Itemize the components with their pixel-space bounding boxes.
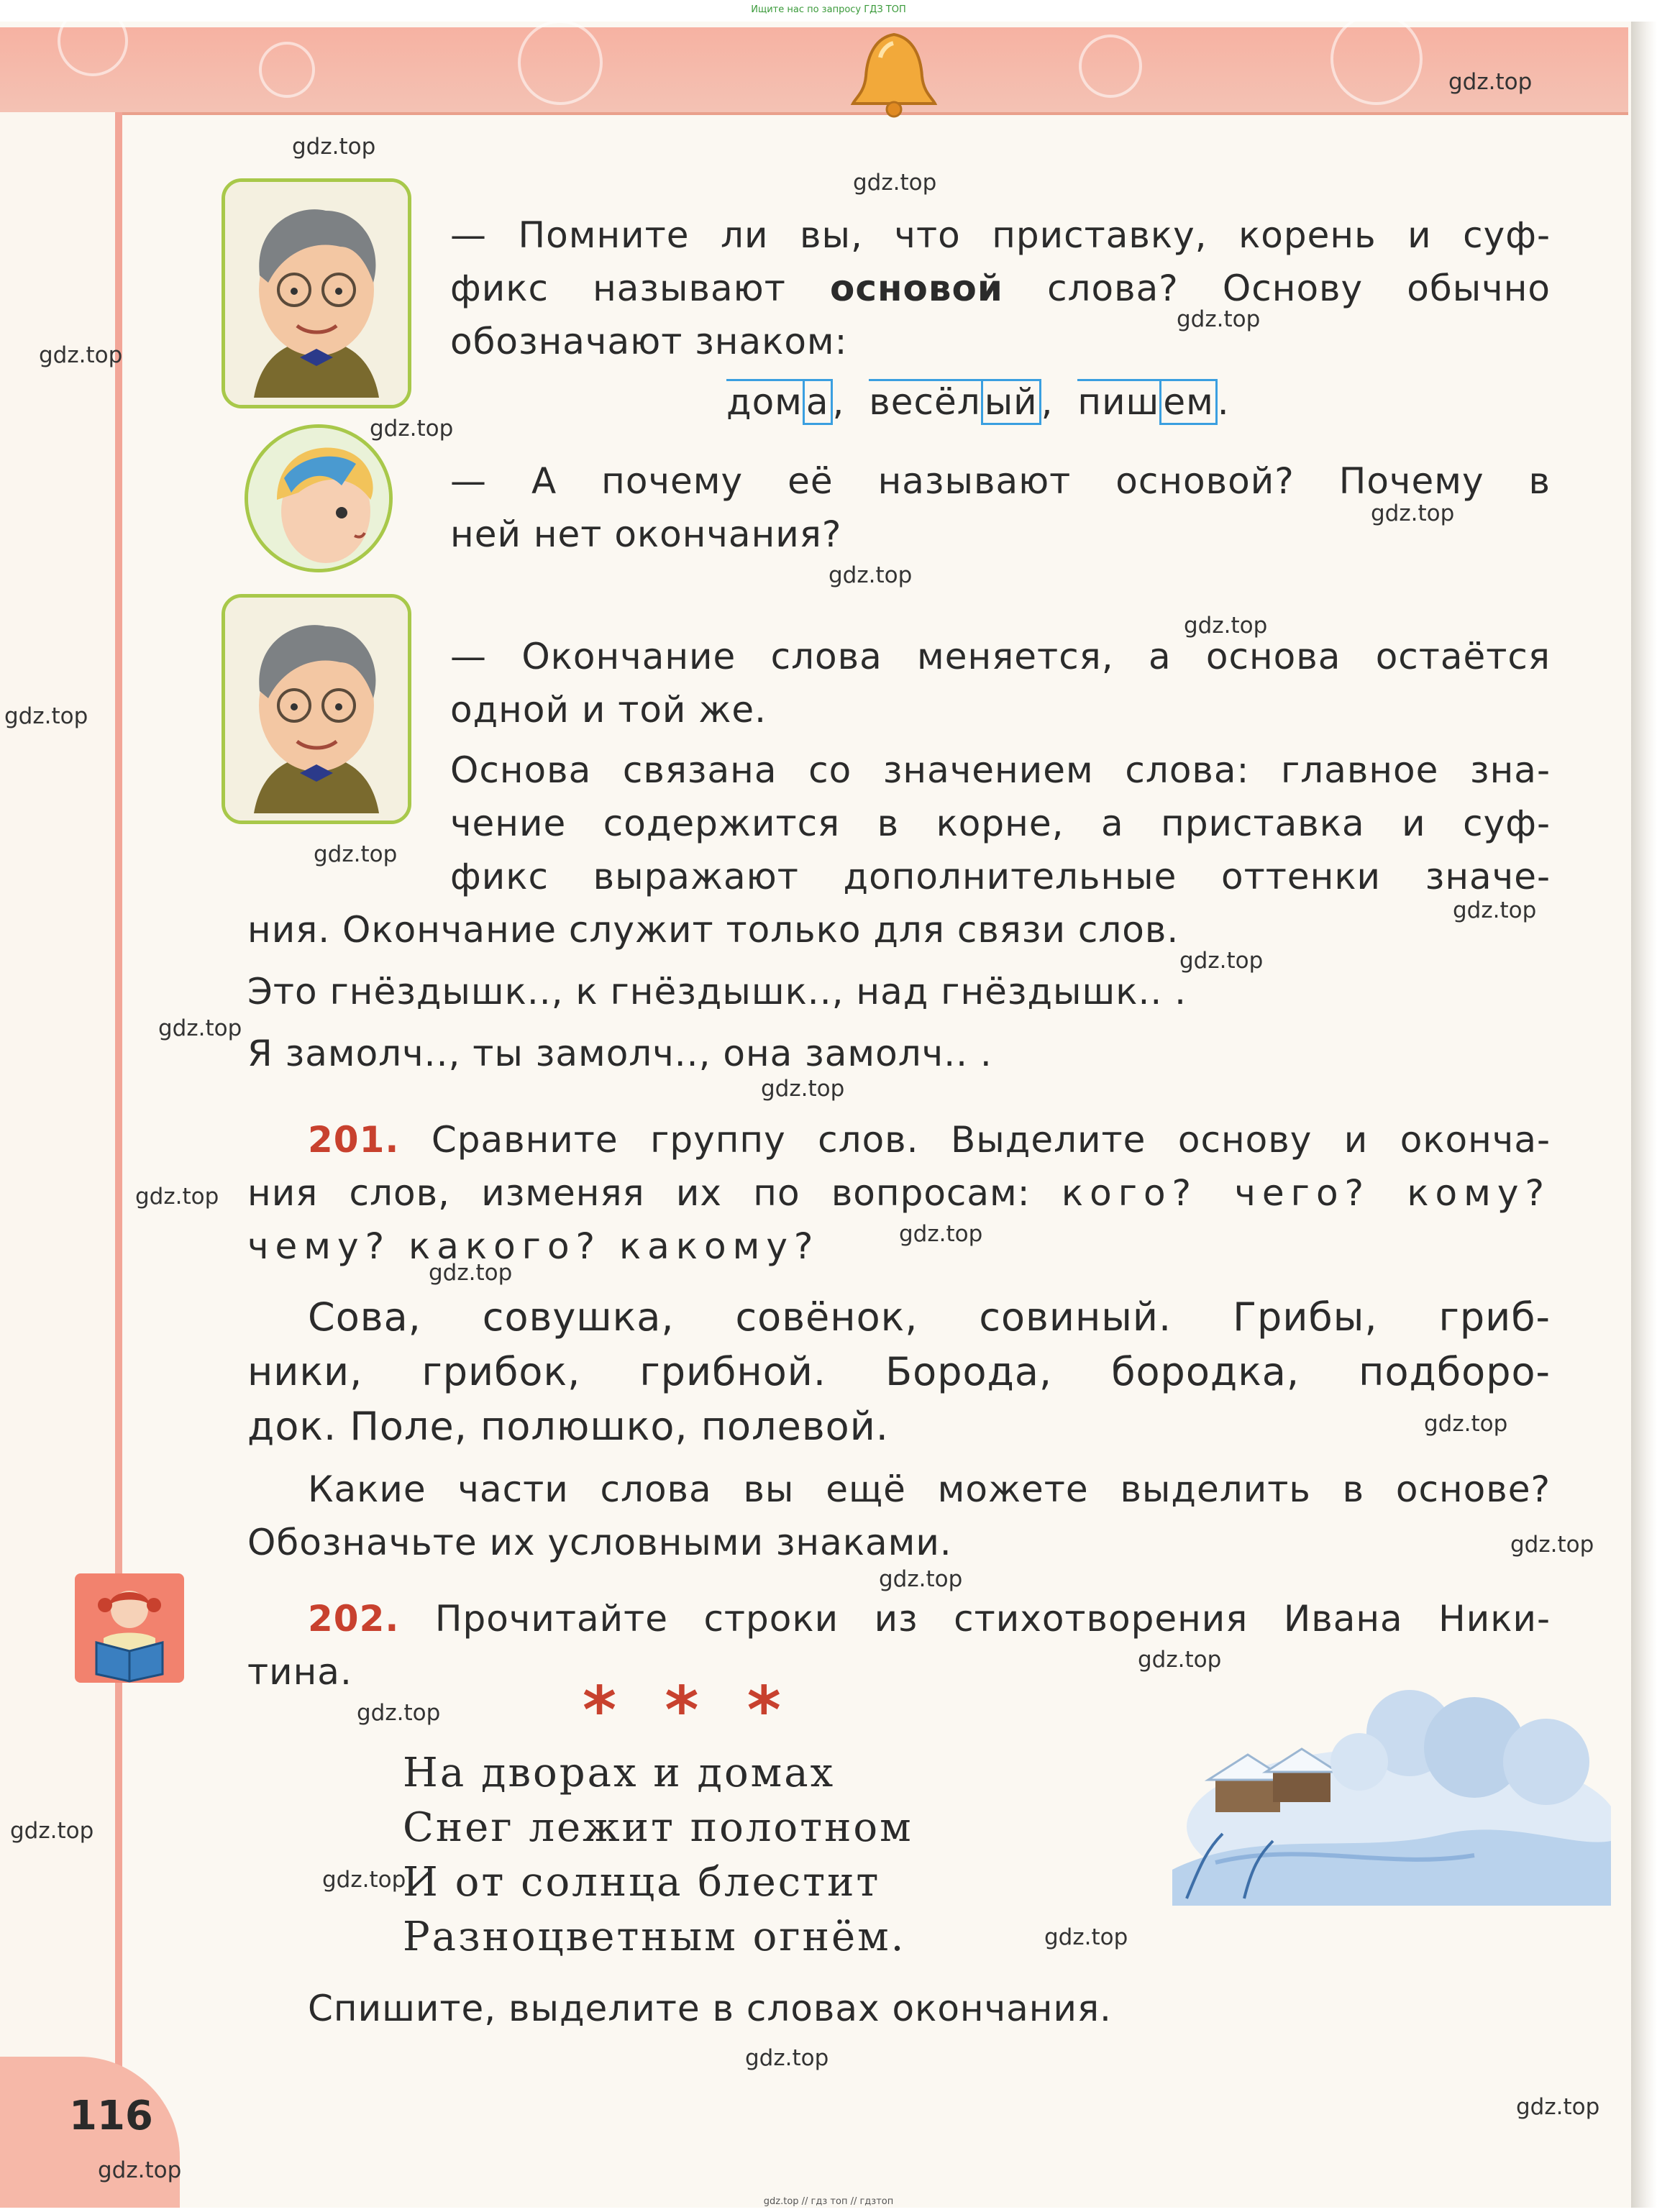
exercise-202-task: Спишите, выделите в словах окончания. [308, 1988, 1112, 2029]
exercise-201-line-2: ния слов, изменяя их по вопросам: кого? чего? кому? [247, 1172, 1551, 1214]
watermark: gdz.top [1179, 948, 1264, 974]
watermark: gdz.top [158, 1015, 242, 1041]
watermark: gdz.top [39, 342, 123, 368]
margin-rule [115, 112, 122, 2133]
rule-line-3: фикс выражают дополнительные оттенки значе- [450, 856, 1551, 897]
poem-line-4: Разноцветным огнём. [403, 1914, 906, 1960]
top-note: Ищите нас по запросу ГДЗ ТОП [751, 4, 906, 15]
example-1-base: дом [726, 379, 803, 423]
teacher2-line-2: одной и той же. [450, 689, 767, 731]
watermark: gdz.top [1424, 1411, 1508, 1437]
example-2-ending: ый [981, 379, 1041, 425]
term-osnova: основой [829, 268, 1003, 309]
watermark: gdz.top [1138, 1647, 1222, 1673]
watermark: gdz.top [314, 841, 398, 867]
teacher2-line-1: — Окончание слова меняется, а основа остаётся [450, 636, 1551, 677]
teacher-line-1: — Помните ли вы, что приставку, корень и суф- [450, 214, 1551, 256]
poem-line-2: Снег лежит полотном [403, 1804, 913, 1851]
rule-line-1: Основа связана со значением слова: главное зна- [450, 749, 1551, 791]
teacher-line-2: фикс называют основой слова? Основу обычно [450, 268, 1551, 309]
rule-line-4: ния. Окончание служит только для связи слов. [247, 909, 1179, 951]
watermark: gdz.top [1516, 2094, 1600, 2120]
bell-icon [840, 29, 948, 119]
rule-line-6: Я замолч.., ты замолч.., она замолч.. . [247, 1033, 992, 1074]
student-avatar [245, 424, 393, 572]
watermark: gdz.top [370, 416, 454, 442]
poem-line-3: И от солнца блестит [403, 1859, 881, 1906]
exercise-201-task-1: Какие части слова вы ещё можете выделить в основе? [308, 1468, 1551, 1510]
watermark: gdz.top [745, 2045, 829, 2071]
watermark: gdz.top [879, 1566, 963, 1592]
exercise-201-words-3: док. Поле, полюшко, полевой. [247, 1404, 889, 1449]
watermark: gdz.top [761, 1076, 845, 1102]
poem-stars: * * * [583, 1673, 794, 1748]
winter-village-illustration [1172, 1683, 1611, 1906]
exercise-201-words-2: ники, грибок, грибной. Борода, бородка, подборо- [247, 1349, 1551, 1394]
watermark: gdz.top [1177, 306, 1261, 332]
reading-girl-icon [75, 1573, 184, 1683]
watermark: gdz.top [1510, 1532, 1594, 1558]
exercise-202-line-2: тина. [247, 1651, 352, 1693]
watermark: gdz.top [1371, 501, 1455, 526]
exercise-201-words-1: Сова, совушка, совёнок, совиный. Грибы, гриб- [308, 1294, 1551, 1340]
bottom-note: gdz.top // гдз топ // гдзтоп [763, 2196, 894, 2207]
teacher-avatar [222, 178, 411, 408]
watermark: gdz.top [429, 1260, 513, 1286]
page-edge [1631, 22, 1657, 2208]
page-number: 116 [69, 2093, 153, 2139]
watermark: gdz.top [899, 1221, 983, 1247]
teacher-avatar-2 [222, 594, 411, 824]
base-examples: дом а , весёл ый , пиш ем . [726, 375, 1230, 429]
exercise-201-task-2: Обозначьте их условными знаками. [247, 1522, 952, 1563]
exercise-201-number: 201. [308, 1119, 400, 1161]
exercise-201-line-3: чему? какого? какому? [247, 1225, 820, 1267]
exercise-201-line-1: 201. Сравните группу слов. Выделите основу и оконча- [308, 1119, 1551, 1161]
watermark: gdz.top [292, 134, 376, 160]
watermark: gdz.top [98, 2157, 182, 2183]
watermark: gdz.top [828, 562, 913, 588]
poem-line-1: На дворах и домах [403, 1750, 836, 1796]
student-line-1: — А почему её называют основой? Почему в [450, 460, 1551, 502]
watermark: gdz.top [1044, 1924, 1128, 1950]
student-line-2: ней нет окончания? [450, 513, 842, 555]
watermark: gdz.top [1184, 613, 1268, 639]
rule-line-5: Это гнёздышк.., к гнёздышк.., над гнёздышк.. . [247, 971, 1187, 1013]
top-decorative-band [0, 27, 1628, 115]
example-2-base: весёл [869, 379, 980, 423]
watermark: gdz.top [357, 1700, 441, 1726]
watermark: gdz.top [1448, 69, 1533, 95]
watermark: gdz.top [1453, 897, 1537, 923]
watermark: gdz.top [10, 1818, 94, 1844]
watermark: gdz.top [135, 1184, 219, 1210]
watermark: gdz.top [322, 1867, 406, 1893]
example-1-ending: а [803, 379, 833, 425]
teacher-line-3: обозначают знаком: [450, 321, 848, 362]
rule-line-2: чение содержится в корне, а приставка и суф- [450, 803, 1551, 844]
example-3-base: пиш [1077, 379, 1159, 423]
example-3-ending: ем [1159, 379, 1217, 425]
watermark: gdz.top [4, 703, 88, 729]
exercise-202-line-1: 202. Прочитайте строки из стихотворения Ивана Ники- [308, 1598, 1551, 1640]
exercise-202-number: 202. [308, 1598, 400, 1640]
watermark: gdz.top [853, 170, 937, 196]
